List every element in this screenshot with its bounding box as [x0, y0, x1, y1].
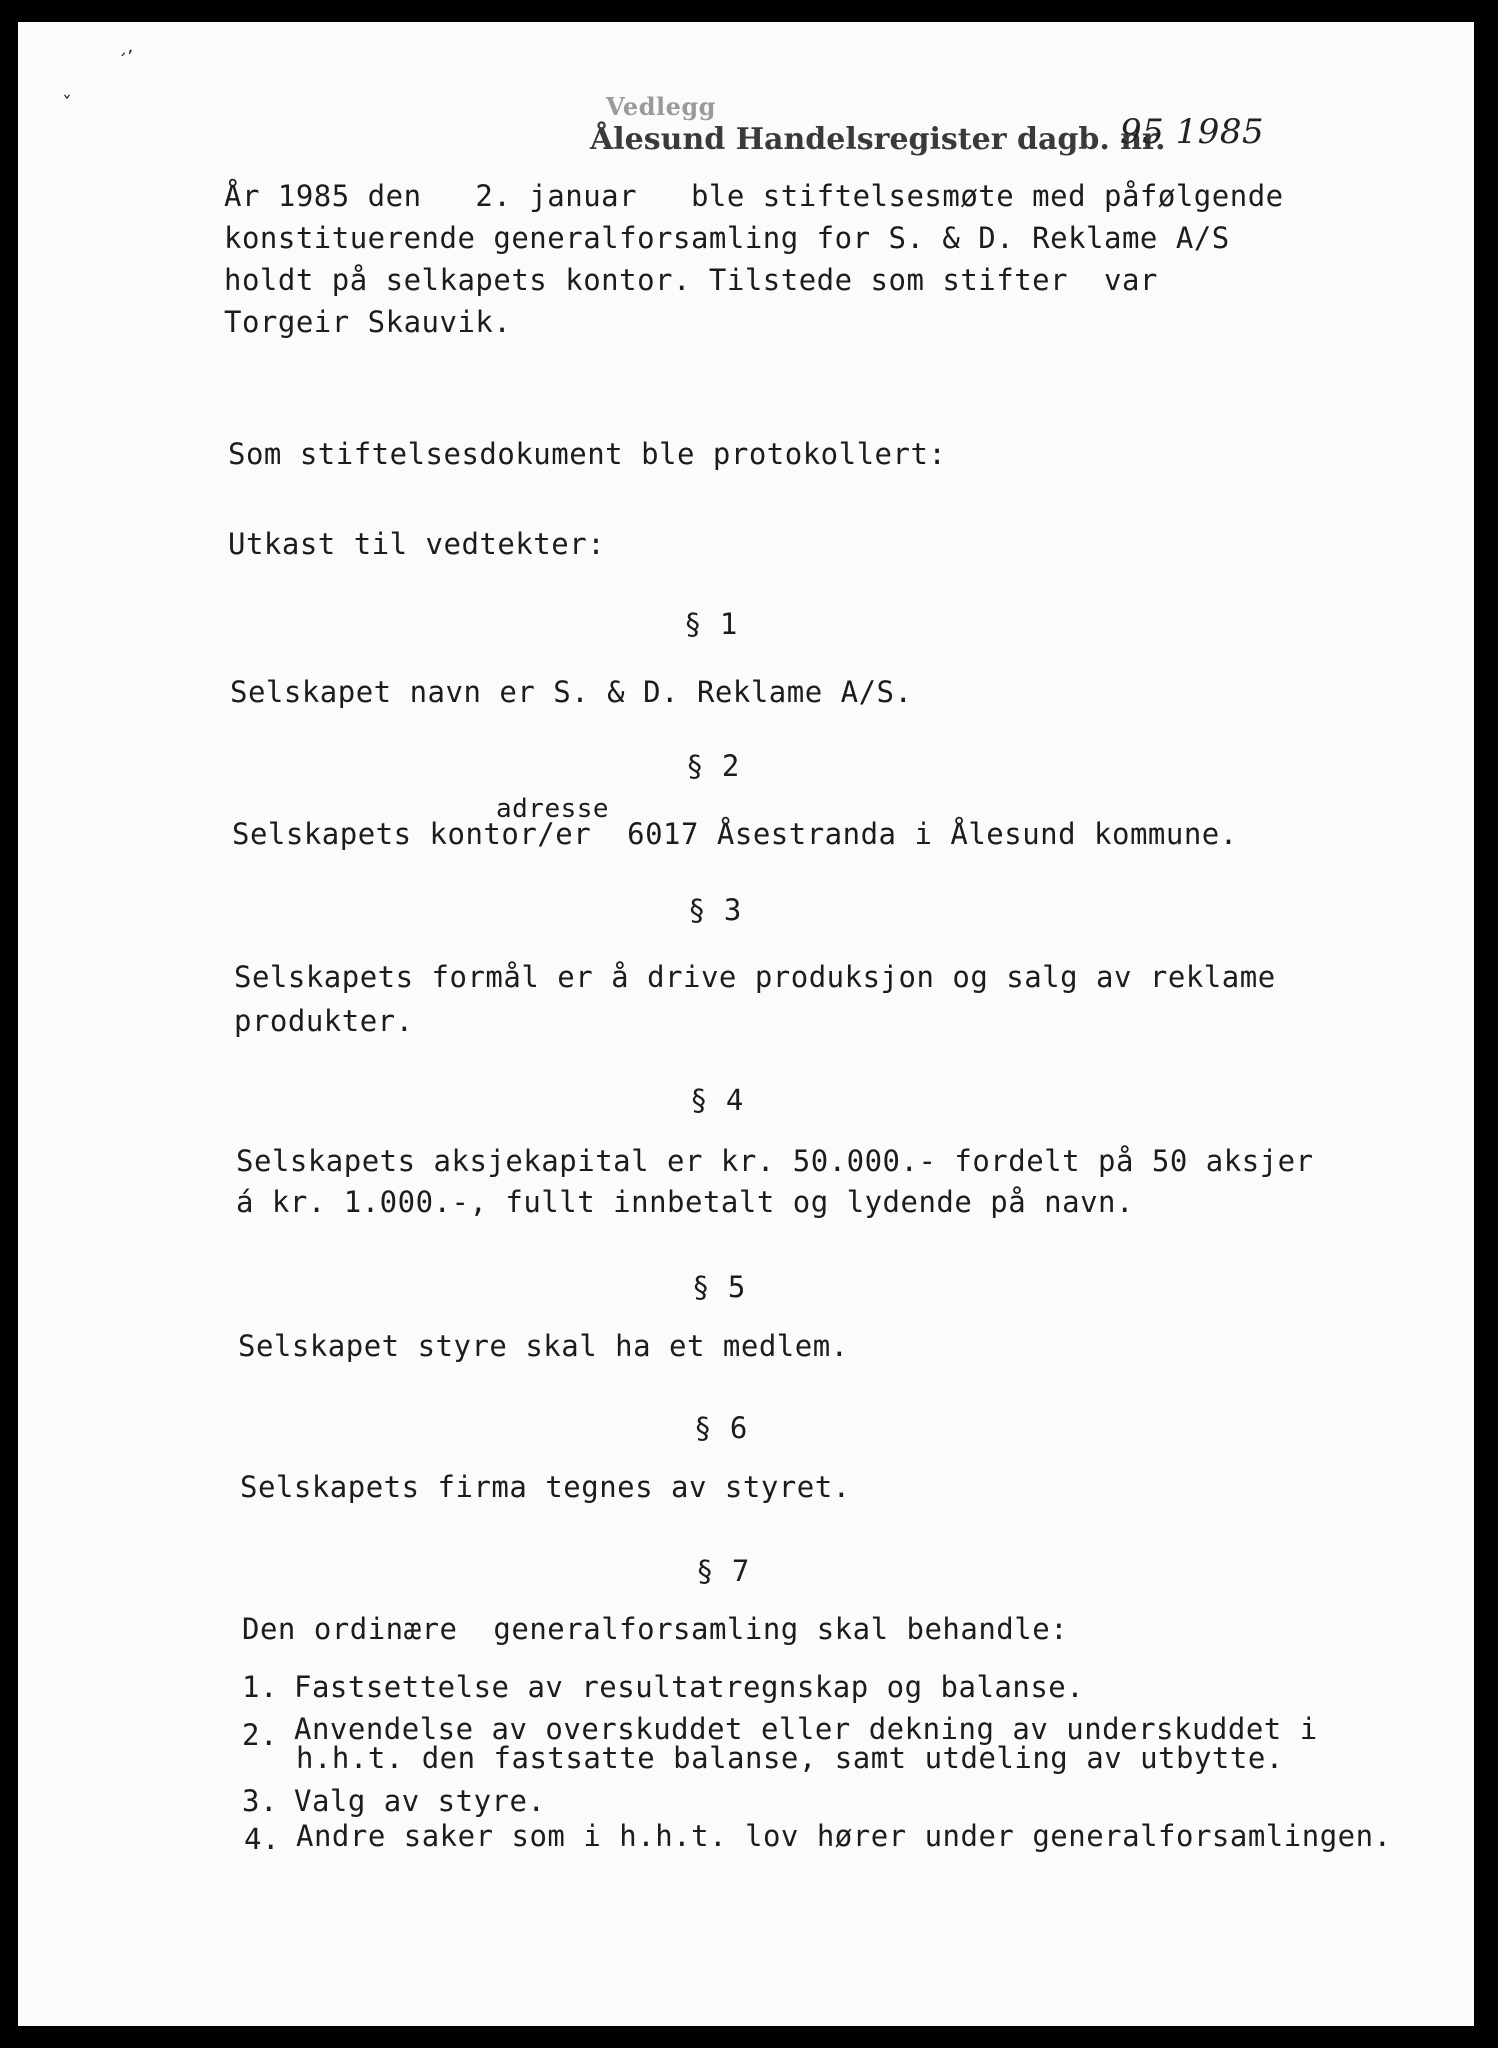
section-4-symbol: § 4 [690, 1083, 744, 1117]
section-3-symbol: § 3 [688, 893, 742, 927]
list-item-1-num: 1. [242, 1670, 278, 1704]
section-1-symbol: § 1 [684, 607, 738, 641]
section-1-text: Selskapet navn er S. & D. Reklame A/S. [230, 675, 913, 709]
list-item-2-line-2: h.h.t. den fastsatte balanse, samt utdeling av utbytte. [296, 1741, 1284, 1775]
section-4-line-1: Selskapets aksjekapital er kr. 50.000.- fordelt på 50 aksjer [236, 1144, 1314, 1178]
intro-line-1: År 1985 den 2. januar ble stiftelsesmøte med påfølgende [224, 179, 1284, 213]
list-item-1-line-1: Fastsettelse av resultatregnskap og balanse. [294, 1670, 1085, 1704]
section-6-symbol: § 6 [694, 1411, 748, 1445]
section-2-insert: adresse [496, 794, 610, 824]
founding-document-line: Som stiftelsesdokument ble protokollert: [228, 437, 947, 471]
section-5-text: Selskapet styre skal ha et medlem. [238, 1329, 849, 1363]
corner-mark: ˇ [62, 92, 73, 116]
list-item-2-num: 2. [242, 1718, 278, 1752]
document-page [18, 22, 1474, 2026]
intro-line-4: Torgeir Skauvik. [224, 305, 512, 339]
section-2-text: Selskapets kontor/er 6017 Åsestranda i Ålesund kommune. [232, 817, 1238, 851]
stamp-line-2: Ålesund Handelsregister dagb. nr. [590, 122, 1166, 157]
intro-line-2: konstituerende generalforsamling for S. & D. Reklame A/S [224, 221, 1230, 255]
list-item-4-line-1: Andre saker som i h.h.t. lov hører under generalforsamlingen. [296, 1819, 1392, 1853]
section-5-symbol: § 5 [692, 1270, 746, 1304]
handwritten-number: 95 1985 [1120, 112, 1265, 152]
list-item-4-num: 4. [244, 1822, 280, 1856]
document-body [18, 22, 1474, 2026]
section-7-symbol: § 7 [696, 1554, 750, 1588]
section-6-text: Selskapets firma tegnes av styret. [240, 1470, 851, 1504]
corner-mark: ˏ, [118, 36, 134, 57]
stamp-line-1: Vedlegg [606, 92, 716, 121]
section-7-intro: Den ordinære generalforsamling skal behandle: [242, 1612, 1069, 1646]
draft-heading: Utkast til vedtekter: [228, 527, 606, 561]
section-3-line-1: Selskapets formål er å drive produksjon og salg av reklame [234, 960, 1276, 994]
list-item-3-num: 3. [242, 1784, 278, 1818]
list-item-2-line-1: Anvendelse av overskuddet eller dekning av underskuddet i [294, 1712, 1318, 1746]
section-3-line-2: produkter. [234, 1004, 414, 1038]
section-2-symbol: § 2 [686, 749, 740, 783]
section-4-line-2: á kr. 1.000.-, fullt innbetalt og lydende på navn. [236, 1185, 1134, 1219]
list-item-3-line-1: Valg av styre. [294, 1784, 546, 1818]
intro-line-3: holdt på selkapets kontor. Tilstede som stifter var [224, 263, 1158, 297]
